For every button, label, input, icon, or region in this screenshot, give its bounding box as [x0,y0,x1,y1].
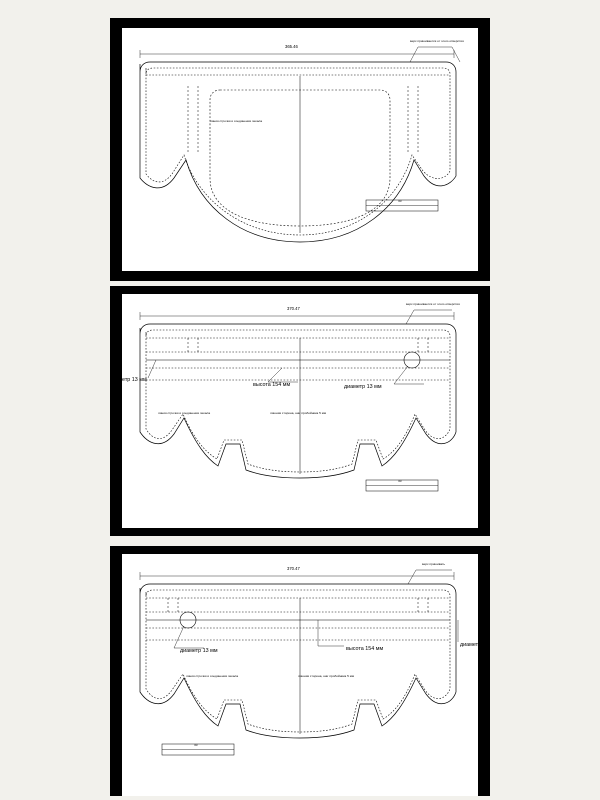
sheet-2-scale-box-value: 30 [398,479,402,483]
sheet-2-note-punch-side: лишняя сторона, шаг пробойника 5 мм [270,411,326,415]
sheet-1-dim-top: 365.46 [285,44,298,49]
sheet-3-scale-box-value: 30 [194,743,198,747]
sheet-3-note-height-154: высота 154 мм [346,646,384,652]
sheet-2-note-fold-from-hole: верх пришивается от этого отверстия [406,302,460,306]
sheet-1-frame [110,18,490,281]
sheet-3-note-diameter-right: диаметр [460,642,482,648]
sheet-1-scale-box-value: 30 [398,199,402,203]
sheet-3-note-punch-side: лишняя сторона, шаг пробойника 5 мм [298,674,354,678]
sheet-1-drawing [122,28,478,271]
sheet-3-note-stitch-fold-line: линия строчки и соединения лекала [186,674,239,678]
sheet-2-dim-top: 370.47 [287,306,300,311]
sheet-3-note-diameter-13-left: диаметр 13 мм [180,648,218,654]
sheet-2-frame [110,286,490,536]
sheet-3-dim-top: 370.47 [287,566,300,571]
sheet-2-paper [122,294,478,528]
sheet-3-paper [122,554,482,796]
sheet-3-note-fold-top: верх пришивать [422,562,446,566]
sheet-1-note-stitch-fold-line: линия строчки и соединения лекала [210,119,263,123]
sheet-2-note-stitch-fold-line: линия строчки и соединения лекала [158,411,211,415]
sheet-1-note-fold-from-hole: верх пришивается от этого отверстия [410,39,464,43]
sheet-2-note-diameter-13-left: етр 13 мм [122,377,147,383]
sheet-2-note-height-154: высота 154 мм [253,382,291,388]
sheet-3-frame [110,546,490,796]
sheet-1-paper [122,28,478,271]
sheet-2-note-diameter-13-right: диаметр 13 мм [344,384,382,390]
